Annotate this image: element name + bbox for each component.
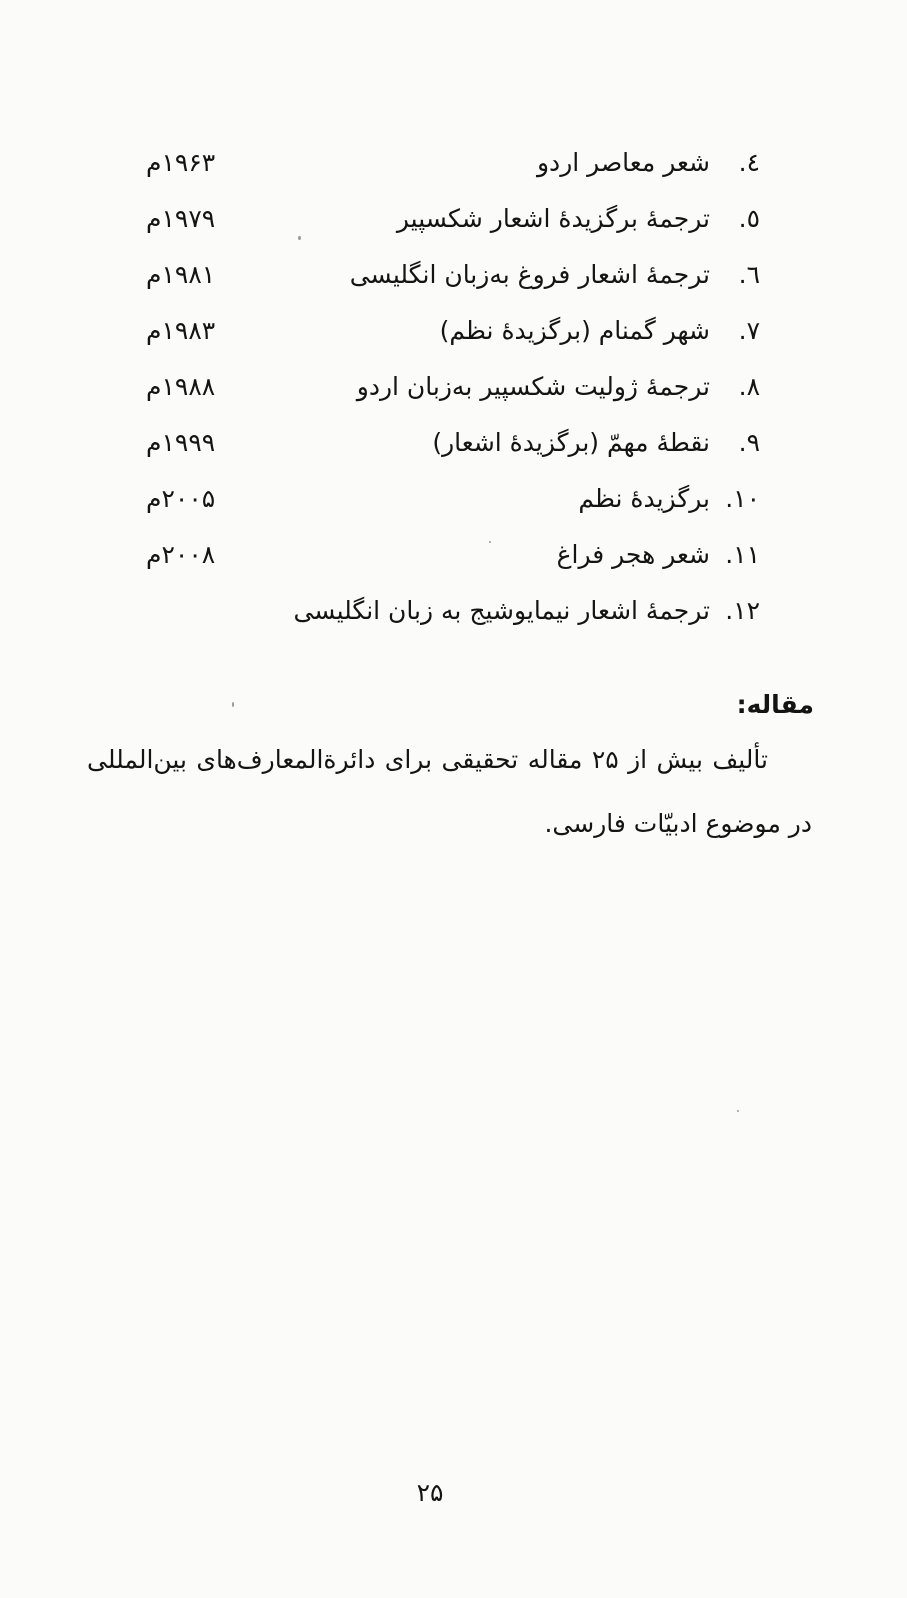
list-item [0, 478, 907, 534]
articles-heading: مقاله: [736, 690, 814, 719]
item-number: ٥. [738, 204, 760, 233]
list-item [0, 142, 907, 198]
works-list [0, 142, 907, 646]
item-year: ۱۹۸۳م [146, 316, 216, 345]
item-title: شهر گمنام (برگزیدهٔ نظم) [439, 316, 710, 345]
list-item [0, 366, 907, 422]
articles-paragraph [87, 728, 812, 856]
item-number: ٩. [738, 428, 760, 457]
item-year: ۱۹۸۸م [146, 372, 216, 401]
item-year: ۱۹۷۹م [146, 204, 216, 233]
scan-speck [298, 236, 301, 240]
scan-speck [489, 541, 491, 543]
item-title: ترجمهٔ اشعار نیمایوشیج به زبان انگلیسی [293, 596, 710, 625]
list-item [0, 534, 907, 590]
item-number: ٦. [738, 260, 760, 289]
item-year: ۱۹۹۹م [146, 428, 216, 457]
item-number: ٧. [738, 316, 760, 345]
item-number: ٨. [738, 372, 760, 401]
scan-speck [737, 1110, 739, 1112]
item-number: ٤. [738, 148, 760, 177]
item-title: ترجمهٔ ژولیت شکسپیر به‌زبان اردو [356, 372, 710, 401]
item-year: ۲۰۰۸م [146, 540, 216, 569]
item-year: ۱۹۸۱م [146, 260, 216, 289]
item-year: ۲۰۰۵م [146, 484, 216, 513]
list-item [0, 254, 907, 310]
page-number: ۲۵ [416, 1478, 444, 1507]
item-title: نقطهٔ مهمّ (برگزیدهٔ اشعار) [432, 428, 710, 457]
item-title: برگزیدهٔ نظم [578, 484, 710, 513]
item-year: ۱۹۶۳م [146, 148, 216, 177]
item-title: ترجمهٔ برگزیدهٔ اشعار شکسپیر [396, 204, 710, 233]
list-item [0, 422, 907, 478]
articles-body: تألیف بیش از ۲۵ مقاله تحقیقی برای دائرةالمعارف‌های بین‌المللی در موضوع ادبیّات فارسی. [87, 745, 812, 838]
scan-speck [232, 702, 234, 707]
item-number: ١٠. [725, 484, 760, 513]
list-item [0, 198, 907, 254]
item-number: ١٢. [725, 596, 760, 625]
item-title: شعر معاصر اردو [536, 148, 710, 177]
item-title: شعر هجر فراغ [556, 540, 710, 569]
item-title: ترجمهٔ اشعار فروغ به‌زبان انگلیسی [349, 260, 710, 289]
item-number: ١١. [725, 540, 760, 569]
list-item [0, 590, 907, 646]
list-item [0, 310, 907, 366]
